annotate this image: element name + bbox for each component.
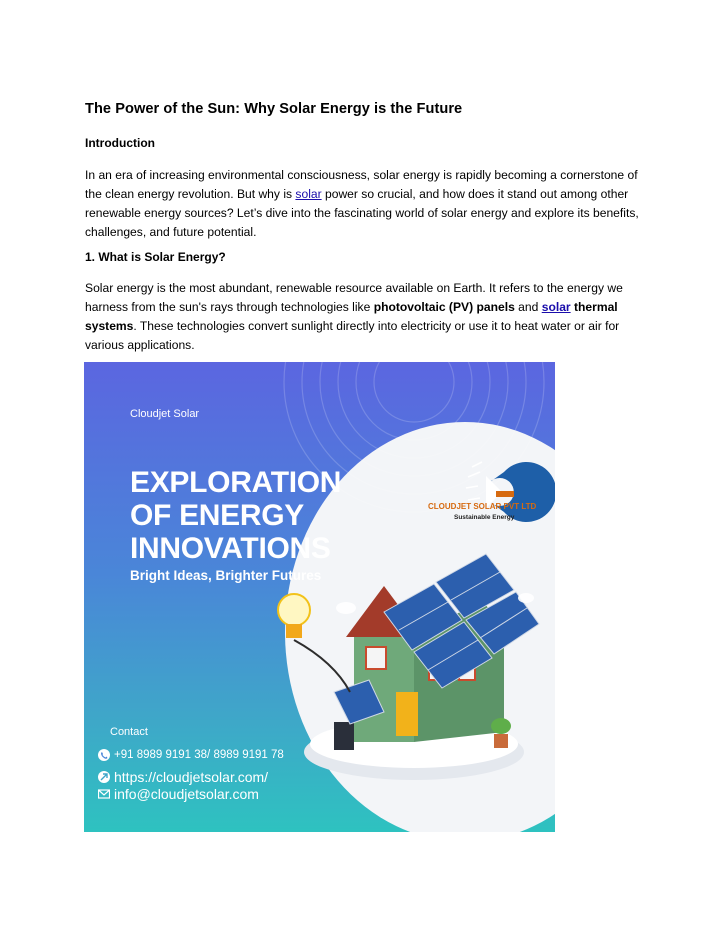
banner-subheadline: Bright Ideas, Brighter Futures — [130, 568, 322, 583]
contact-label: Contact — [110, 726, 148, 738]
brand-label: Cloudjet Solar — [130, 408, 200, 420]
section1-text-3: . These technologies convert sunlight directly into electricity or use it to heat water or air for various applications. — [85, 319, 620, 352]
phone-number: +91 8989 9191 38/ 8989 9191 78 — [114, 749, 284, 761]
email-row — [98, 786, 259, 802]
solar-link[interactable]: solar — [295, 187, 322, 201]
website-row — [98, 769, 268, 785]
banner-artwork — [84, 362, 555, 832]
banner-image — [84, 362, 555, 832]
thermal-systems-bold: thermal systems — [85, 300, 618, 333]
logo-tagline: Sustainable Energy — [454, 514, 515, 521]
intro-paragraph — [85, 166, 645, 242]
web-icon — [98, 771, 110, 783]
intro-heading: Introduction — [85, 136, 155, 150]
page-title: The Power of the Sun: Why Solar Energy is the Future — [85, 101, 463, 117]
website-url: https://cloudjetsolar.com/ — [114, 769, 269, 785]
banner-headline: EXPLORATION OF ENERGY INNOVATIONS — [130, 466, 342, 565]
section1-text-2: and — [514, 300, 542, 314]
pv-panels-bold: photovoltaic (PV) panels — [373, 300, 515, 314]
solar-thermal-link[interactable]: solar — [541, 300, 571, 314]
mail-icon — [98, 788, 110, 800]
phone-icon — [98, 749, 110, 761]
cloudjet-logo-icon — [466, 462, 555, 522]
section1-heading: 1. What is Solar Energy? — [85, 250, 226, 264]
logo-company-name: CLOUDJET SOLAR PVT LTD — [428, 502, 537, 511]
intro-text-1: In an era of increasing environmental consciousness, solar energy is rapidly becoming a cornerstone of the clean energy revolution. But why is — [85, 168, 638, 201]
section1-paragraph — [85, 279, 645, 355]
intro-text-2: power so crucial, and how does it stand out among other renewable energy sources? Let’s dive into the fascinating world of solar energy and explore its benefits, challenges, and future potential. — [85, 187, 639, 239]
email-address: info@cloudjetsolar.com — [114, 786, 259, 802]
section1-text-1: Solar energy is the most abundant, renewable resource available on Earth. It refers to the energy we harness from the sun's rays through technologies like — [85, 281, 623, 314]
phone-row — [98, 749, 284, 761]
